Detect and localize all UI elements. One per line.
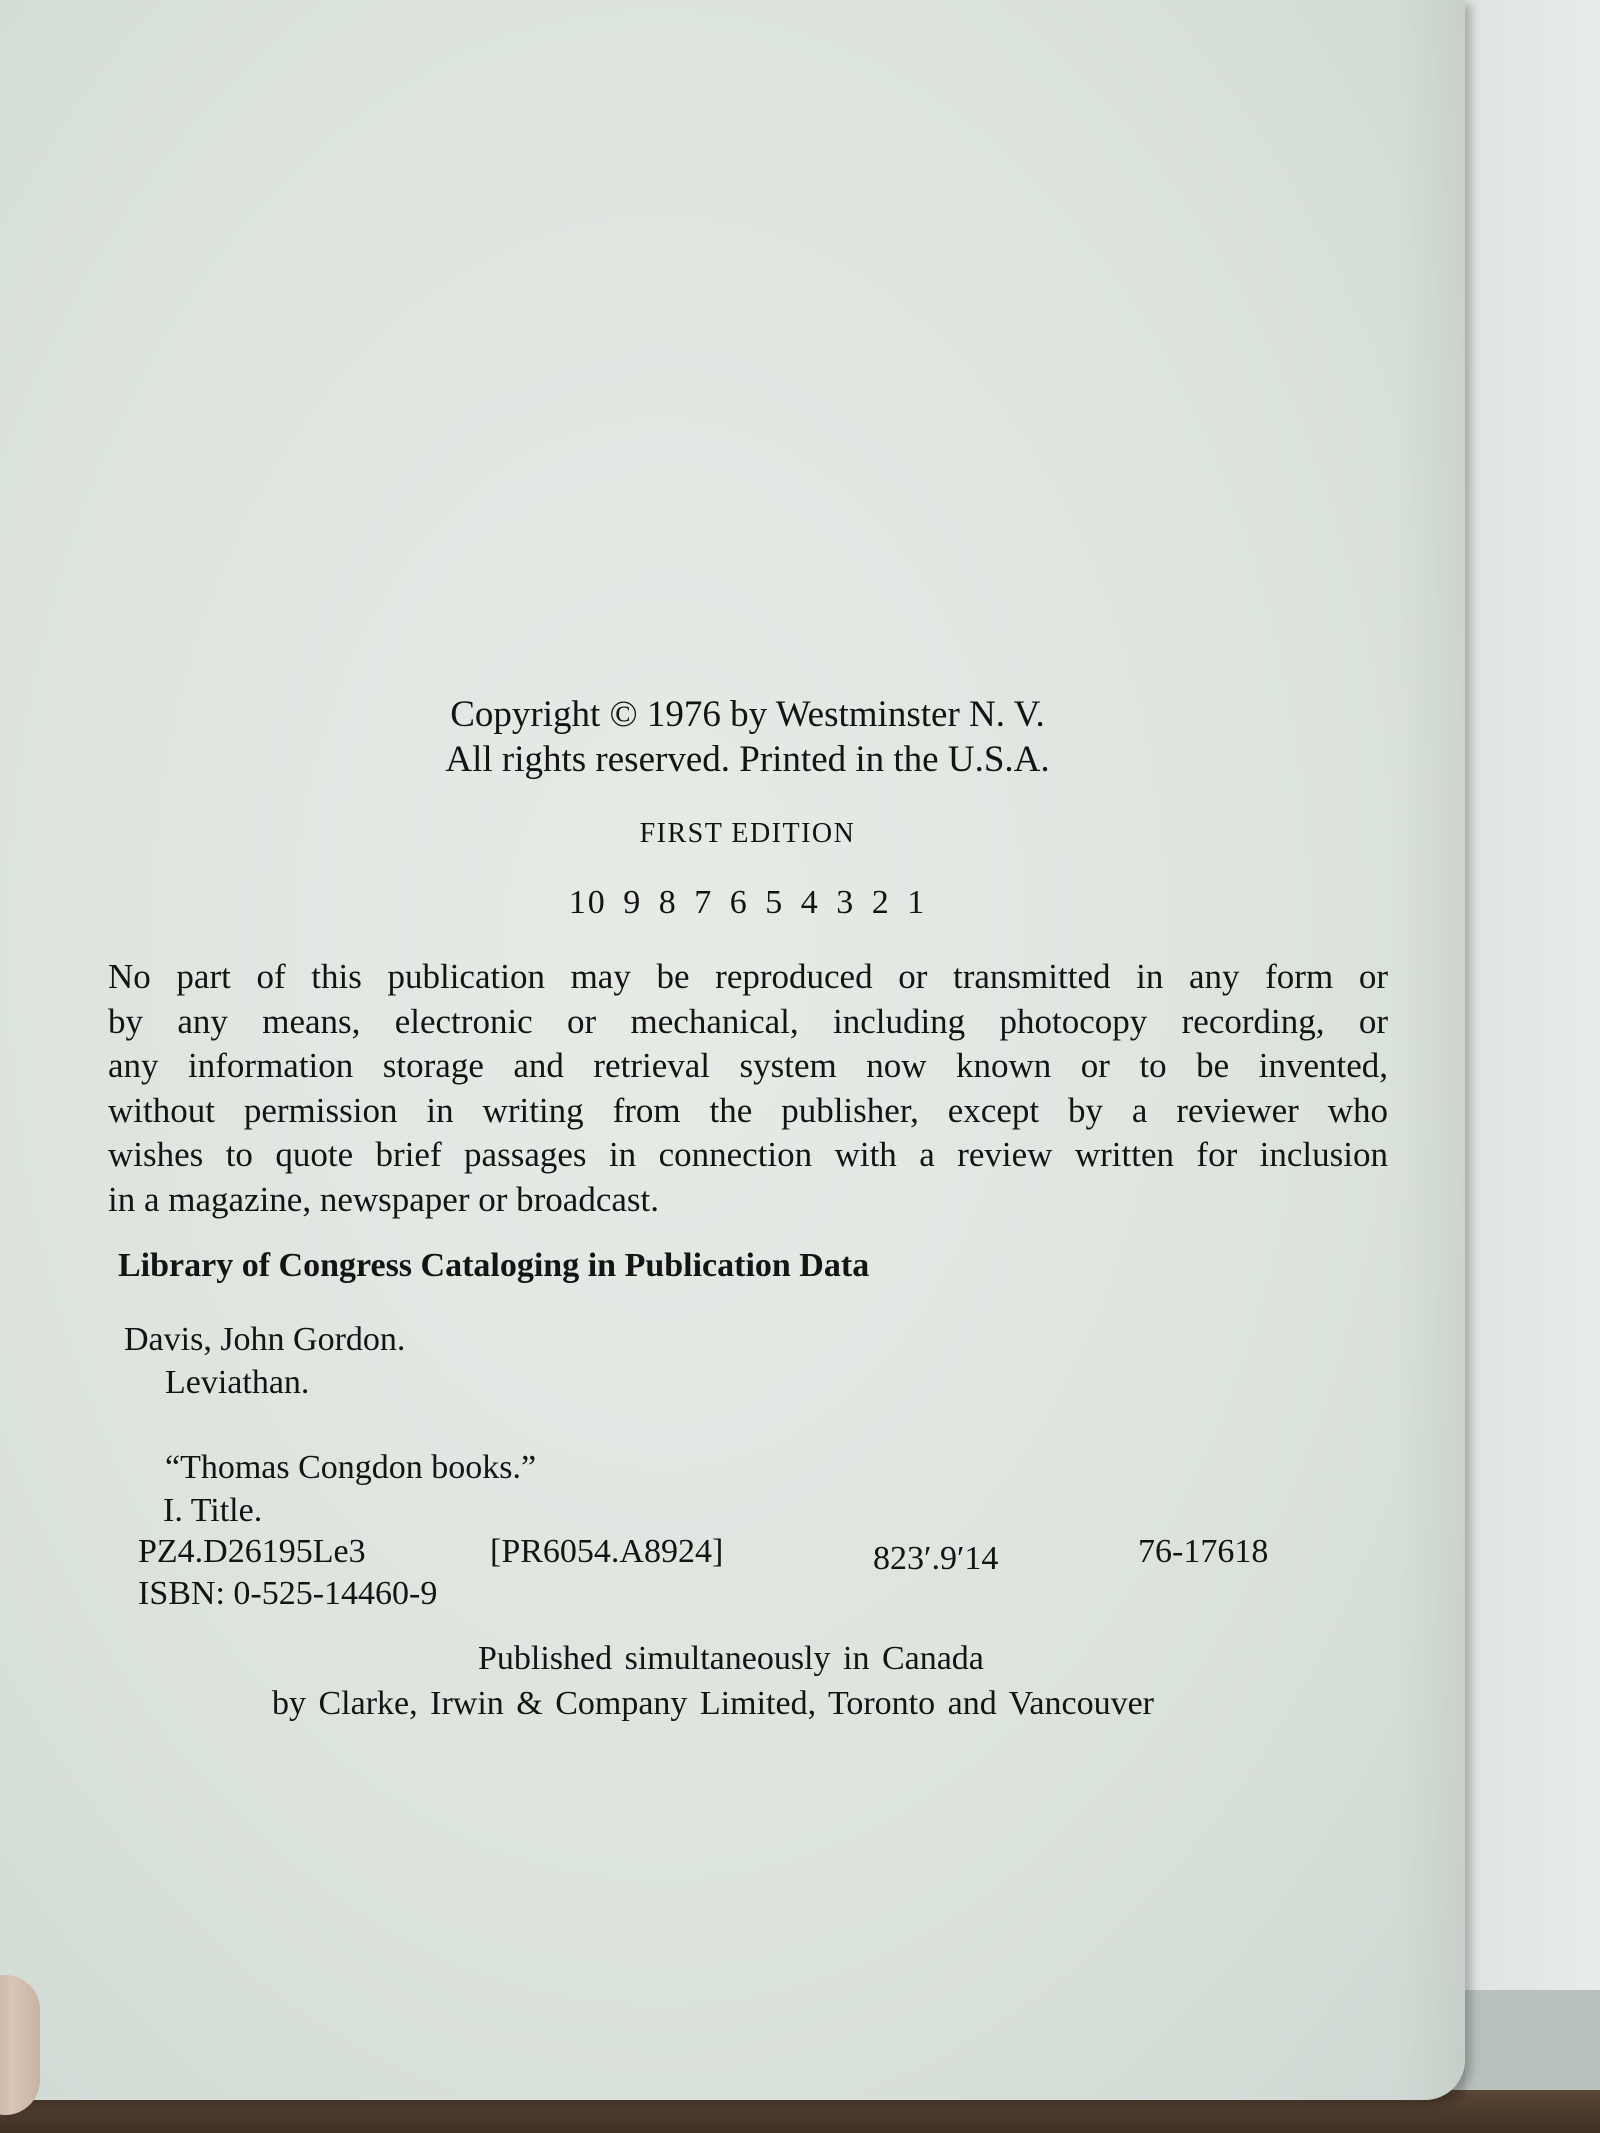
rights-notice (108, 955, 1388, 1222)
cataloging-dewey: 823′.9′14 (873, 1540, 999, 1577)
notice-line: any information storage and retrieval system now known or to be invented, (108, 1046, 1388, 1085)
cataloging-added-entry: I. Title. (163, 1492, 263, 1529)
cataloging-isbn: ISBN: 0-525-14460-9 (138, 1575, 438, 1612)
cataloging-series-note: “Thomas Congdon books.” (165, 1449, 537, 1486)
copyright-line: Copyright © 1976 by Westminster N. V. (450, 694, 1045, 735)
cataloging-card-number: 76-17618 (1138, 1533, 1269, 1570)
edition-label: FIRST EDITION (639, 818, 856, 849)
cataloging-heading: Library of Congress Cataloging in Publication Data (118, 1247, 870, 1284)
cataloging-title: Leviathan. (165, 1364, 310, 1401)
notice-line: by any means, electronic or mechanical, including photocopy recording, or (108, 1001, 1388, 1041)
notice-line: in a magazine, newspaper or broadcast. (108, 1179, 660, 1219)
cataloging-lc-alt-class: [PR6054.A8924] (490, 1533, 724, 1570)
rights-line: All rights reserved. Printed in the U.S.A. (445, 739, 1050, 780)
notice-line: wishes to quote brief passages in connection with a review written for inclusion (108, 1135, 1388, 1174)
next-page-shadow (1450, 1990, 1600, 2090)
holding-thumb (0, 1975, 40, 2115)
notice-line: No part of this publication may be reproduced or transmitted in any form or (108, 957, 1388, 996)
cataloging-author: Davis, John Gordon. (124, 1321, 406, 1358)
cataloging-lc-class: PZ4.D26195Le3 (138, 1533, 366, 1570)
canada-publisher-line: by Clarke, Irwin & Company Limited, Toronto and Vancouver (272, 1685, 1154, 1722)
canada-publication-line: Published simultaneously in Canada (478, 1640, 984, 1677)
printing-number-line: 10 9 8 7 6 5 4 3 2 1 (568, 884, 927, 921)
page-edge-shading (1395, 0, 1465, 2100)
notice-line: without permission in writing from the publisher, except by a reviewer who (108, 1090, 1388, 1130)
